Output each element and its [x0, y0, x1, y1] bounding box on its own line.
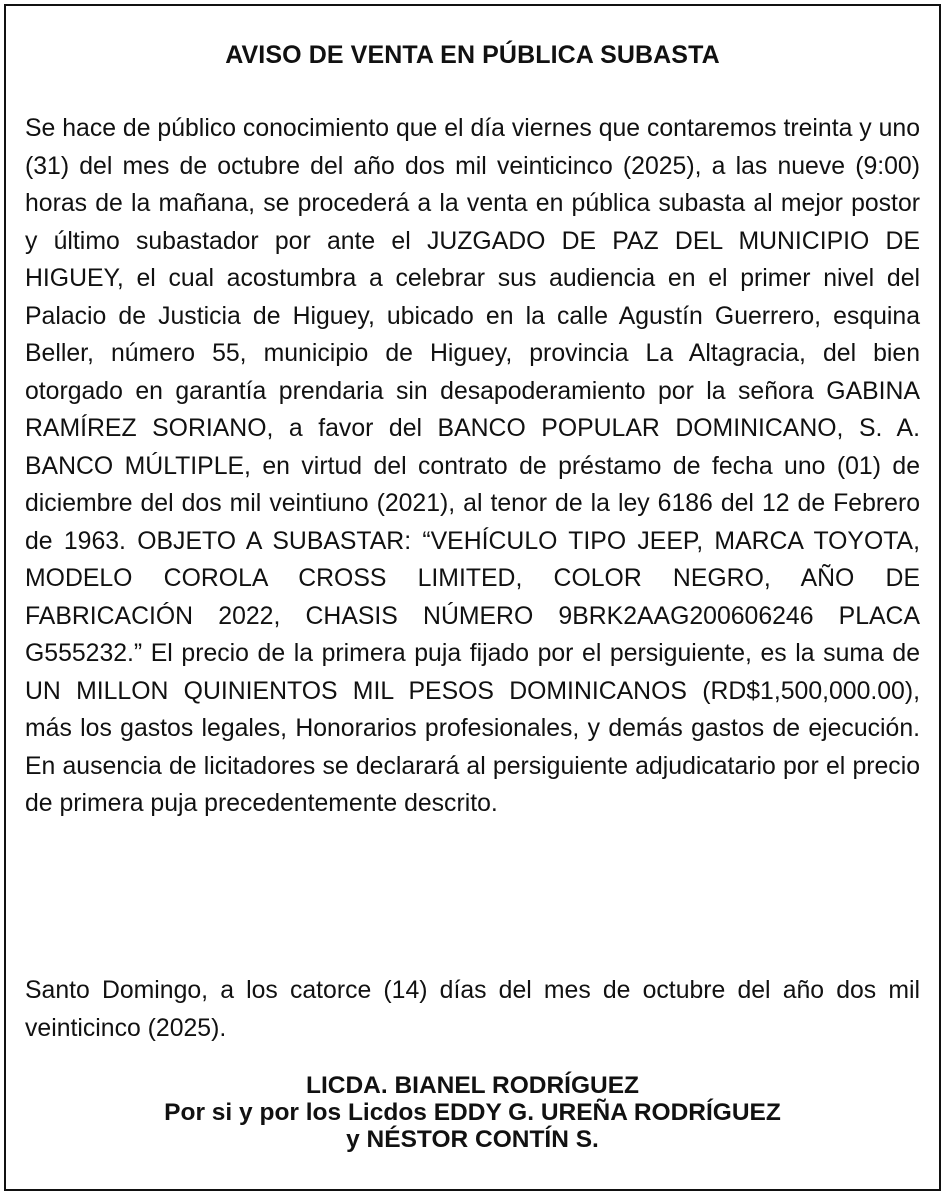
legal-notice [4, 4, 941, 1191]
signature-on-behalf: Por si y por los Licdos EDDY G. UREÑA RODRÍGUEZ [164, 1099, 781, 1126]
signature-block [6, 1072, 939, 1153]
notice-date-paragraph: Santo Domingo, a los catorce (14) días del mes de octubre del año dos mil veinticinco (2025). [25, 977, 920, 1042]
signature-name: LICDA. BIANEL RODRÍGUEZ [305, 1072, 640, 1099]
notice-body-paragraph: Se hace de público conocimiento que el día viernes que contaremos treinta y uno (31) del mes de octubre del año dos mil veinticinco (2025), a las nueve (9:00) horas de la mañana, se procederá a la venta en pública subasta al mejor postor y último subastador por ante el JUZGADO DE PAZ DEL MUNICIPIO DE HIGUEY, el cual acostumbra a celebrar sus audiencia en el primer nivel del Palacio de Justicia de Higuey, ubicado en la calle Agustín Guerrero, esquina Beller, número 55, municipio de Higuey, provincia La Altagracia, del bien otorgado en garantía prendaria sin desapoderamiento por la señora GABINA RAMÍREZ SORIANO, a favor del BANCO POPULAR DOMINICANO, S. A. BANCO MÚLTIPLE, en virtud del contrato de préstamo de fecha uno (01) de diciembre del dos mil veintiuno (2021), al tenor de la ley 6186 del 12 de Febrero de 1963. OBJETO A SUBASTAR: “VEHÍCULO TIPO JEEP, MARCA TOYOTA, MODELO COROLA CROSS LIMITED, COLOR NEGRO, AÑO DE FABRICACIÓN 2022, CHASIS NÚMERO 9BRK2AAG200606246 PLACA G555232.” El precio de la primera puja fijado por el persiguiente, es la suma de UN MILLON QUINIENTOS MIL PESOS DOMINICANOS (RD$1,500,000.00), más los gastos legales, Honorarios profesionales, y demás gastos de ejecución. En ausencia de licitadores se declarará al persiguiente adjudicatario por el precio de primera puja precedentemente descrito. [25, 115, 920, 817]
notice-title: AVISO DE VENTA EN PÚBLICA SUBASTA [225, 41, 720, 69]
signature-co-signer: y NÉSTOR CONTÍN S. [346, 1126, 599, 1153]
